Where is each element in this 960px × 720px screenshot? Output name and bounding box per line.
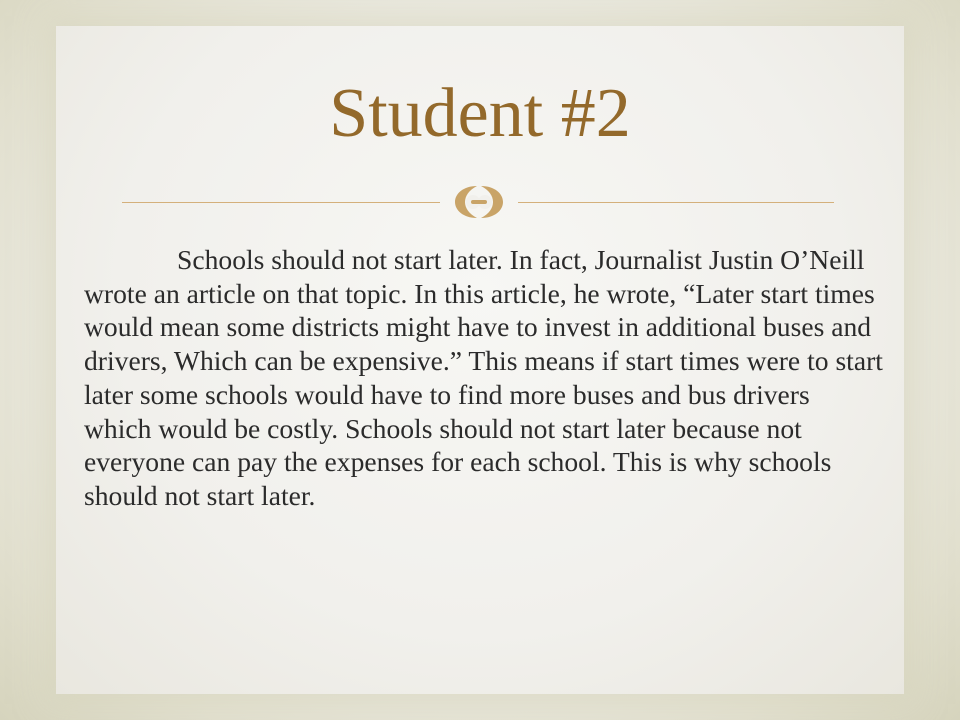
slide-title: Student #2 <box>329 75 631 152</box>
slide-body-text: Schools should not start later. In fact, Journalist Justin O’Neill wrote an article on that topic. In this article, he wrote, “Later start times would mean some districts might have to invest in additional buses and drivers, Which can be expensive.” This means if start times were to start later some schools would have to find more buses and bus drivers which would be costly. Schools should not start later because not everyone can pay the expenses for each school. This is why schools should not start later. <box>84 244 883 511</box>
ornament-icon <box>449 180 509 224</box>
divider-line-right <box>518 202 834 203</box>
divider-line-left <box>122 202 440 203</box>
